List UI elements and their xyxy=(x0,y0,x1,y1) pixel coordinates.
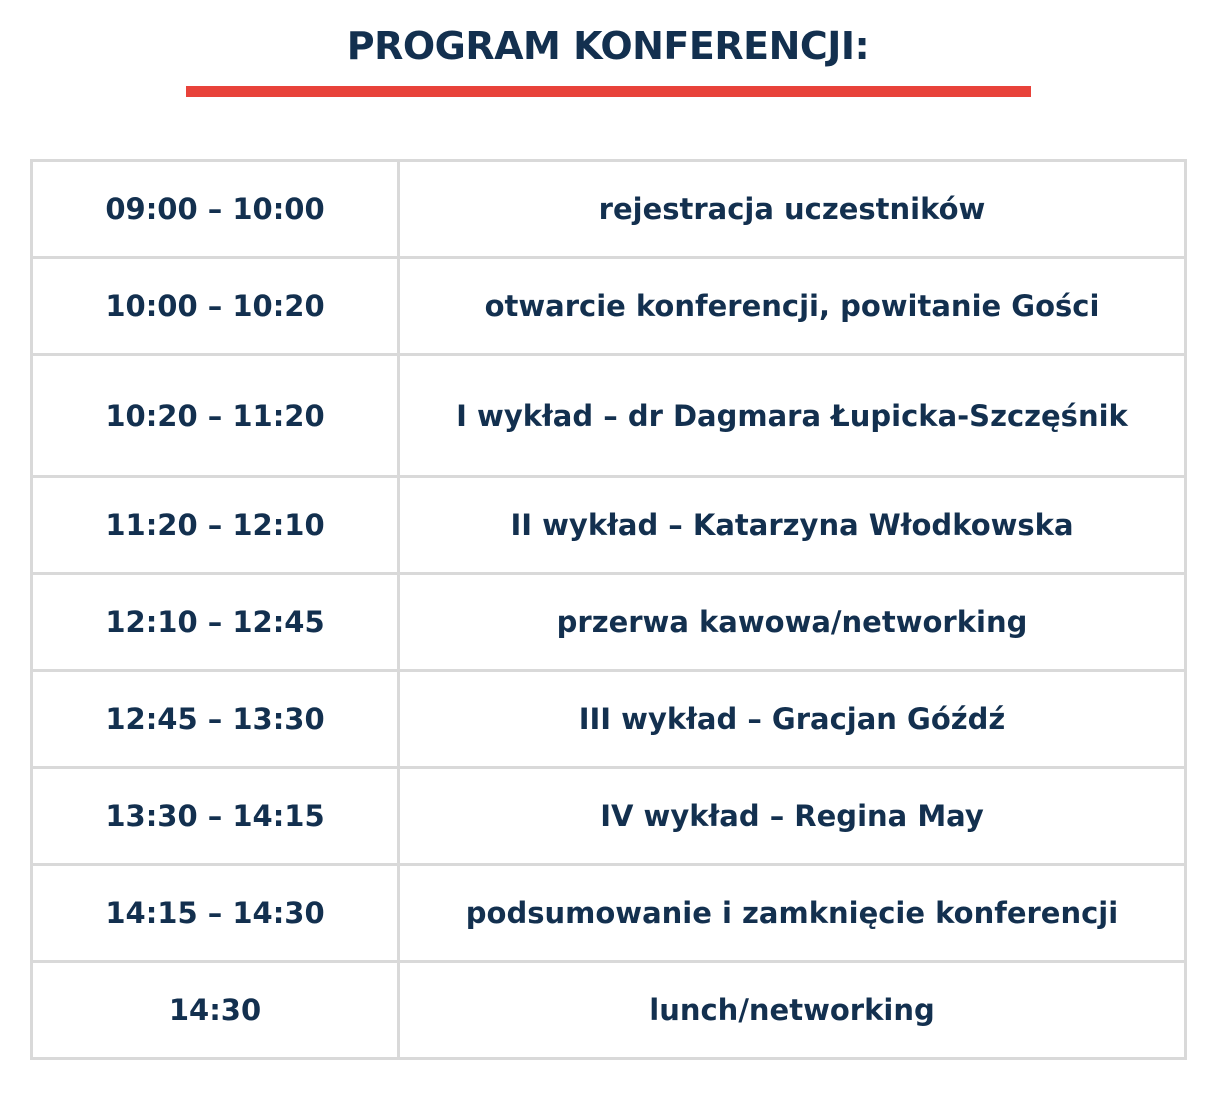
event-cell: IV wykład – Regina May xyxy=(399,768,1186,865)
time-cell: 09:00 – 10:00 xyxy=(32,161,399,258)
event-cell: przerwa kawowa/networking xyxy=(399,574,1186,671)
schedule-row xyxy=(32,962,1186,1059)
schedule-row xyxy=(32,768,1186,865)
event-cell: III wykład – Gracjan Góźdź xyxy=(399,671,1186,768)
event-cell: II wykład – Katarzyna Włodkowska xyxy=(399,477,1186,574)
time-cell: 11:20 – 12:10 xyxy=(32,477,399,574)
time-cell: 12:10 – 12:45 xyxy=(32,574,399,671)
schedule-row xyxy=(32,355,1186,477)
schedule-row xyxy=(32,671,1186,768)
schedule-row xyxy=(32,258,1186,355)
schedule-table xyxy=(30,159,1187,1060)
time-cell: 10:00 – 10:20 xyxy=(32,258,399,355)
time-cell: 12:45 – 13:30 xyxy=(32,671,399,768)
time-cell: 13:30 – 14:15 xyxy=(32,768,399,865)
time-cell: 10:20 – 11:20 xyxy=(32,355,399,477)
schedule-row xyxy=(32,865,1186,962)
event-cell: rejestracja uczestników xyxy=(399,161,1186,258)
event-cell: I wykład – dr Dagmara Łupicka-Szczęśnik xyxy=(399,355,1186,477)
event-cell: otwarcie konferencji, powitanie Gości xyxy=(399,258,1186,355)
event-cell: lunch/networking xyxy=(399,962,1186,1059)
schedule-row xyxy=(32,574,1186,671)
time-cell: 14:15 – 14:30 xyxy=(32,865,399,962)
event-cell: podsumowanie i zamknięcie konferencji xyxy=(399,865,1186,962)
schedule-row xyxy=(32,477,1186,574)
time-cell: 14:30 xyxy=(32,962,399,1059)
page-title: PROGRAM KONFERENCJI: xyxy=(346,24,870,68)
title-underline xyxy=(186,86,1031,97)
schedule-row xyxy=(32,161,1186,258)
